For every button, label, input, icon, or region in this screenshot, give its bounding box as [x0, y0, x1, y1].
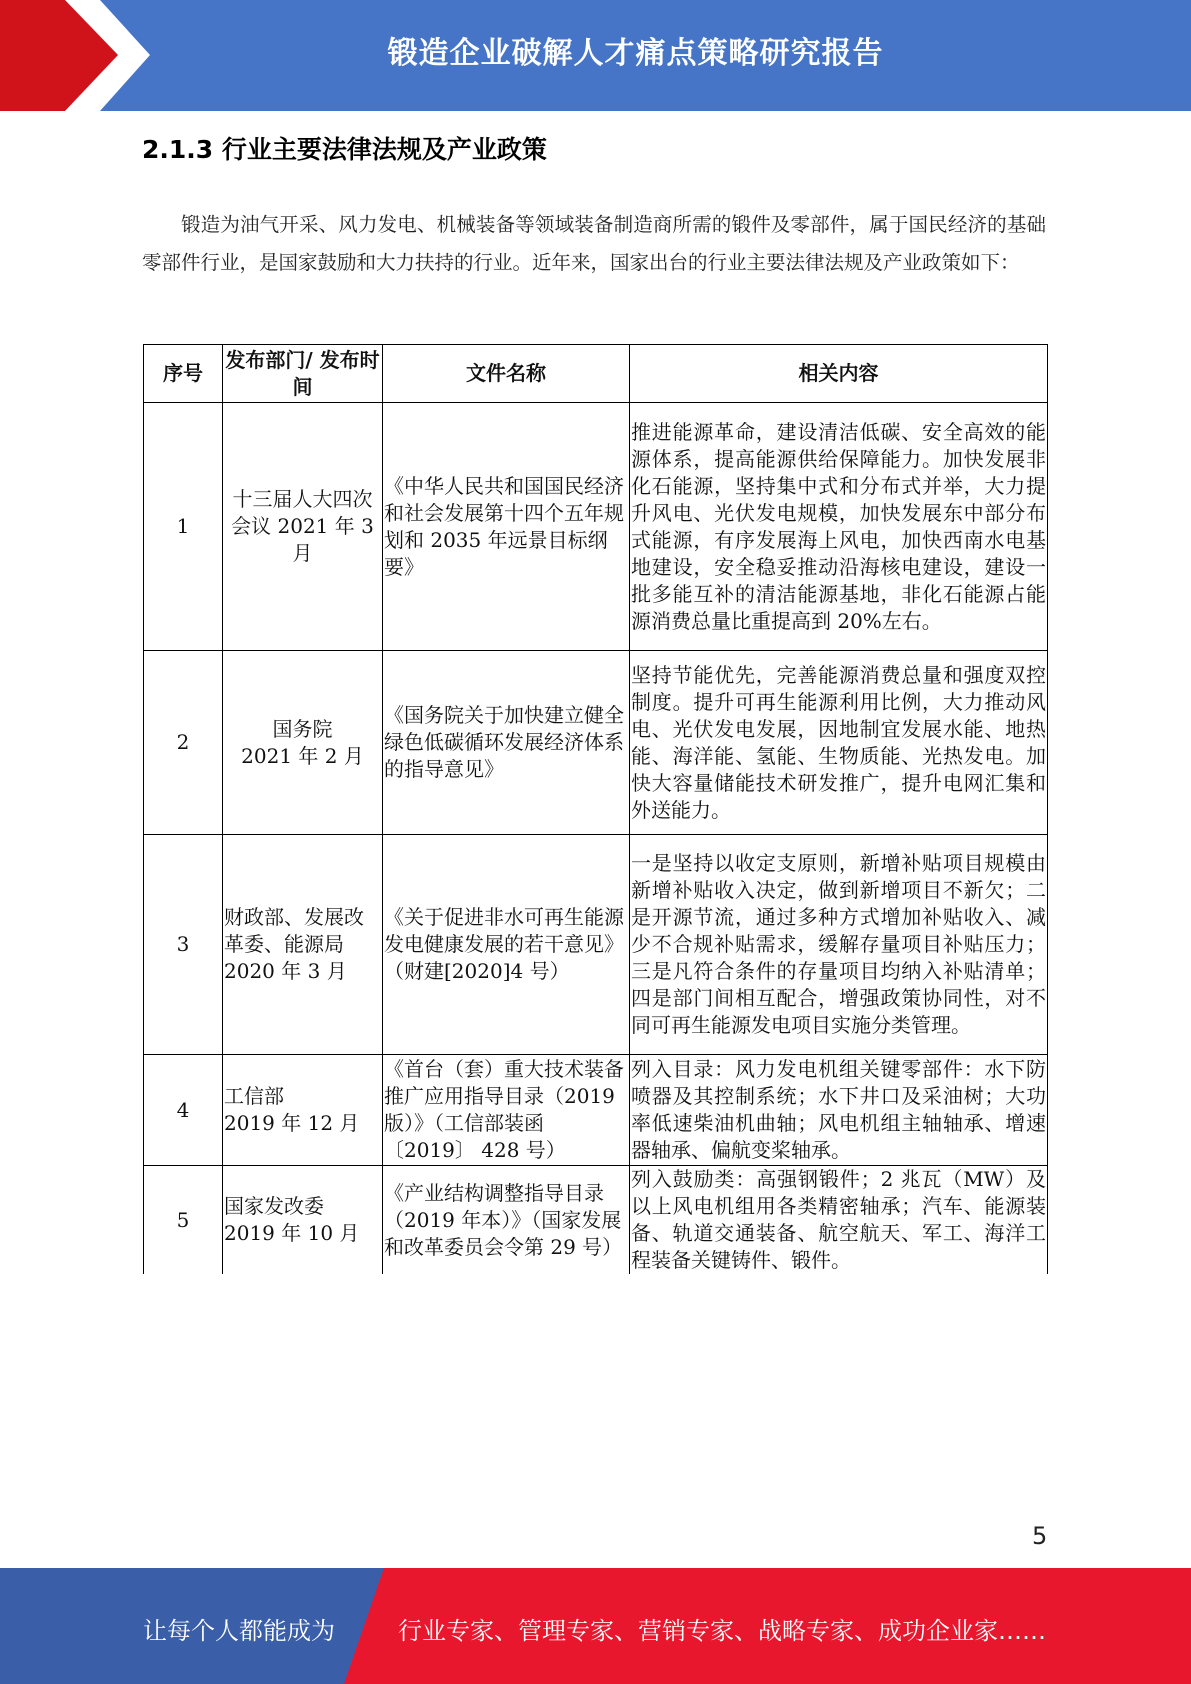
- section-heading: 2.1.3 行业主要法律法规及产业政策: [142, 135, 547, 164]
- row-number: 1: [144, 403, 223, 651]
- row-number: 4: [144, 1055, 223, 1166]
- header-content: 相关内容: [630, 345, 1048, 403]
- row-doc: 《中华人民共和国国民经济和社会发展第十四个五年规划和 2035 年远景目标纲要》: [383, 403, 630, 651]
- table-row: [144, 651, 1048, 835]
- row-number: 2: [144, 651, 223, 835]
- policy-table: [143, 344, 1048, 1274]
- row-content: 列入鼓励类：高强钢锻件；2 兆瓦（MW）及以上风电机组用各类精密轴承；汽车、能源装备、轨道交通装备、航空航天、军工、海洋工程装备关键铸件、锻件。: [631, 1167, 1046, 1272]
- header-doc: 文件名称: [383, 345, 630, 403]
- intro-paragraph: 锻造为油气开采、风力发电、机械装备等领域装备制造商所需的锻件及零部件，属于国民经济的基础零部件行业，是国家鼓励和大力扶持的行业。近年来，国家出台的行业主要法律法规及产业政策如下：: [142, 213, 1046, 274]
- page-footer: [0, 1568, 1191, 1684]
- table-header-row: [144, 345, 1048, 403]
- header-dept: 发布部门/ 发布时间: [223, 345, 383, 403]
- row-doc: 《产业结构调整指导目录（2019 年本）》（国家发展和改革委员会令第 29 号）: [383, 1166, 630, 1275]
- report-title: 锻造企业破解人才痛点策略研究报告: [387, 36, 884, 71]
- row-doc: 《关于促进非水可再生能源发电健康发展的若干意见》 （财建[2020]4 号）: [383, 835, 630, 1055]
- page-header: [0, 0, 1191, 111]
- footer-slogan-right: 行业专家、管理专家、营销专家、战略专家、成功企业家……: [398, 1617, 1046, 1645]
- row-number: 5: [144, 1166, 223, 1275]
- row-content: 推进能源革命，建设清洁低碳、安全高效的能源体系，提高能源供给保障能力。加快发展非化石能源，坚持集中式和分布式并举，大力提升风电、光伏发电规模，加快发展东中部分布式能源，有序发展海上风电，加快西南水电基地建设，安全稳妥推动沿海核电建设，建设一批多能互补的清洁能源基地，非化石能源占能源消费总量比重提高到 20%左右。: [630, 403, 1048, 651]
- row-dept: 国务院 2021 年 2 月: [223, 651, 383, 835]
- row-number: 3: [144, 835, 223, 1055]
- footer-slogan-left: 让每个人都能成为: [143, 1617, 335, 1645]
- row-dept: 国家发改委 2019 年 10 月: [223, 1166, 383, 1275]
- page-number: 5: [1032, 1522, 1048, 1550]
- row-doc: 《首台（套）重大技术装备推广应用指导目录（2019 版）》（工信部装函〔2019〕 428 号）: [383, 1055, 630, 1166]
- row-content: 列入目录：风力发电机组关键零部件：水下防喷器及其控制系统；水下井口及采油树；大功率低速柴油机曲轴；风电机组主轴轴承、增速器轴承、偏航变桨轴承。: [630, 1055, 1048, 1166]
- row-dept: 工信部 2019 年 12 月: [223, 1055, 383, 1166]
- table-row: [144, 835, 1048, 1055]
- row-content: 坚持节能优先，完善能源消费总量和强度双控制度。提升可再生能源利用比例，大力推动风电、光伏发电发展，因地制宜发展水能、地热能、海洋能、氢能、生物质能、光热发电。加快大容量储能技术研发推广，提升电网汇集和外送能力。: [630, 651, 1048, 835]
- row-dept: 财政部、发展改革委、能源局 2020 年 3 月: [223, 835, 383, 1055]
- table-row: [144, 1055, 1048, 1166]
- row-dept: 十三届人大四次会议 2021 年 3 月: [223, 403, 383, 651]
- row-content: 一是坚持以收定支原则，新增补贴项目规模由新增补贴收入决定，做到新增项目不新欠；二是开源节流，通过多种方式增加补贴收入、减少不合规补贴需求，缓解存量项目补贴压力；三是凡符合条件的存量项目均纳入补贴清单；四是部门间相互配合，增强政策协同性，对不同可再生能源发电项目实施分类管理。: [630, 835, 1048, 1055]
- header-no: 序号: [144, 345, 223, 403]
- table-row: [144, 1166, 1048, 1275]
- row-doc: 《国务院关于加快建立健全绿色低碳循环发展经济体系的指导意见》: [383, 651, 630, 835]
- table-row: [144, 403, 1048, 651]
